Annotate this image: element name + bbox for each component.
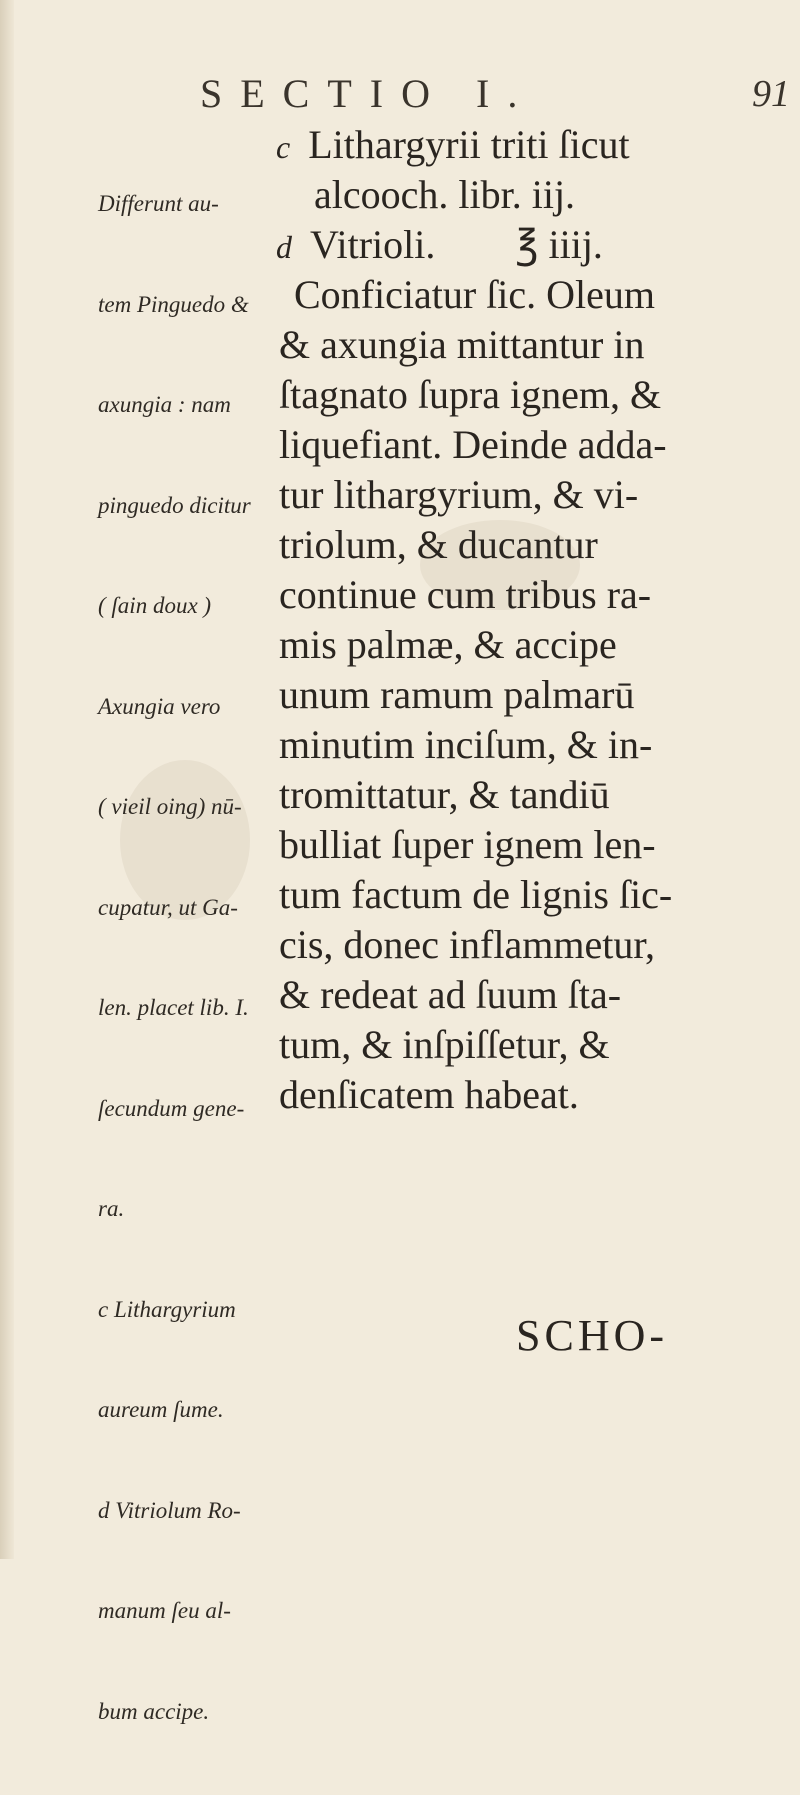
body-line: cis, donec inflammetur, [279,922,656,967]
page-number: 91 [752,73,790,115]
ingredient-line: alcooch. libr. iij. [314,172,576,217]
body-line: tum factum de lignis ſic- [279,872,673,917]
body-line: ſtagnato ſupra ignem, & [279,372,662,417]
margin-line: bum accipe. [98,1698,210,1724]
body-line: unum ramum palmarū [279,672,635,717]
body-line: Conficiatur ſic. Oleum [294,272,656,317]
ingredient-text: Lithargyrii triti ſicut [308,122,630,167]
margin-line: cupatur, ut Ga- [98,894,238,920]
body-line: & redeat ad ſuum ſta- [279,972,622,1017]
margin-line: ( ſain doux ) [98,593,212,618]
body-line: mis palmæ, & accipe [279,622,617,667]
page-gutter [0,0,14,1559]
body-line: denſicatem habeat. [279,1072,579,1117]
margin-line: d Vitriolum Ro- [98,1497,241,1523]
margin-line: axungia : nam [98,392,231,417]
ingredient-line [276,220,796,270]
catchword: SCHO- [516,1311,669,1360]
page-header [200,70,790,120]
ingredient-text: Vitrioli. ℥ iiij. [310,222,603,267]
margin-line: c Lithargyrium [98,1296,236,1322]
body-line: tum, & inſpiſſetur, & [279,1022,610,1067]
margin-line: pinguedo dicitur [98,492,251,518]
body-line: continue cum tribus ra- [279,572,652,617]
main-text [276,120,796,1120]
body-line: & axungia mittantur in [279,322,645,367]
margin-line: len. placet lib. I. [98,995,249,1020]
marginal-notes [98,120,266,1795]
body-line: tromittatur, & tandiū [279,772,610,817]
note-marker: d [276,229,292,265]
margin-line: ra. [98,1196,125,1221]
margin-line: aureum ſume. [98,1397,224,1422]
body-line: minutim inciſum, & in- [279,722,653,767]
margin-line: Axungia vero [98,693,221,719]
ingredient-line [276,120,796,170]
note-marker: c [276,129,291,165]
margin-line: Differunt au- [98,191,219,216]
running-head: SECTIO I. [200,71,536,116]
margin-line: tem Pinguedo & [98,291,249,317]
body-line: tur lithargyrium, & vi- [279,472,639,517]
margin-line: manum ſeu al- [98,1598,231,1623]
margin-line: ( vieil oing) nū- [98,794,242,819]
body-line: liquefiant. Deinde adda- [279,422,667,467]
body-line: triolum, & ducantur [279,522,598,567]
margin-line: ſecundum gene- [98,1095,245,1121]
body-line: bulliat ſuper ignem len- [279,822,656,867]
